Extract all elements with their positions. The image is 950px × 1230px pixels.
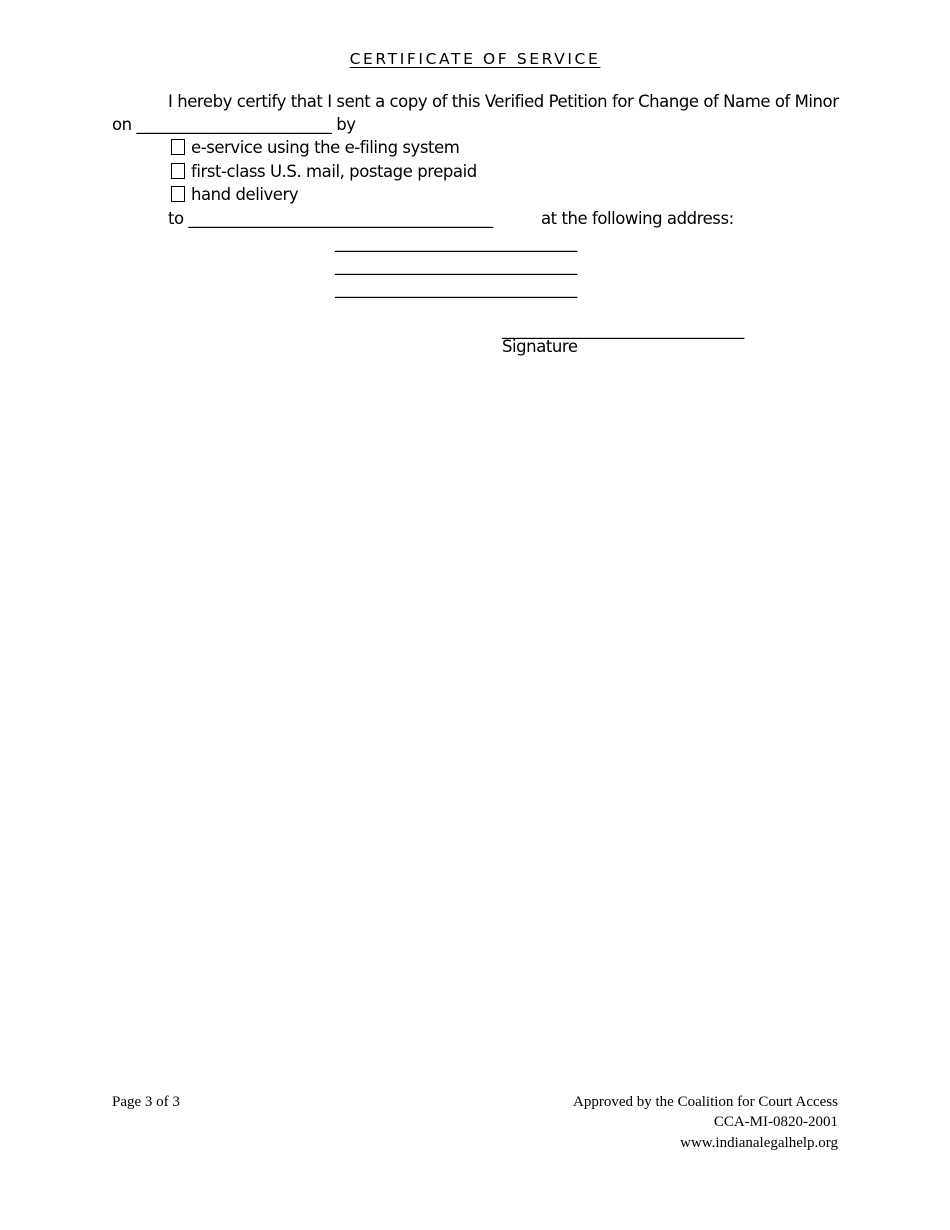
website-link[interactable]: www.indianalegalhelp.org — [680, 1135, 838, 1151]
signature-line[interactable]: _______________________________ — [502, 320, 744, 339]
page-title: CERTIFICATE OF SERVICE — [349, 50, 601, 68]
by-label: by — [336, 115, 356, 134]
address-line-1[interactable]: _______________________________ — [335, 233, 577, 252]
signature-label: Signature — [502, 337, 578, 356]
mail-label: first-class U.S. mail, postage prepaid — [191, 162, 477, 181]
service-date-line — [112, 115, 356, 135]
address-line-2[interactable]: _______________________________ — [335, 256, 577, 275]
e-service-label: e-service using the e-filing system — [191, 138, 460, 157]
address-line-3[interactable]: _______________________________ — [335, 279, 577, 298]
mail-checkbox[interactable] — [171, 163, 185, 179]
recipient-line — [168, 209, 493, 229]
on-label: on — [112, 115, 132, 134]
certify-statement: I hereby certify that I sent a copy of this Verified Petition for Change of Name of Minor — [168, 92, 839, 111]
service-date-field[interactable]: _________________________ — [136, 115, 332, 134]
to-label: to — [168, 209, 184, 228]
e-service-checkbox[interactable] — [171, 139, 185, 155]
page-number: Page 3 of 3 — [112, 1094, 180, 1110]
hand-delivery-checkbox[interactable] — [171, 186, 185, 202]
form-code: CCA-MI-0820-2001 — [713, 1114, 838, 1130]
approval-note: Approved by the Coalition for Court Access — [573, 1094, 838, 1110]
recipient-field[interactable]: _______________________________________ — [188, 209, 493, 228]
address-label: at the following address: — [541, 209, 734, 228]
hand-delivery-label: hand delivery — [191, 185, 299, 204]
